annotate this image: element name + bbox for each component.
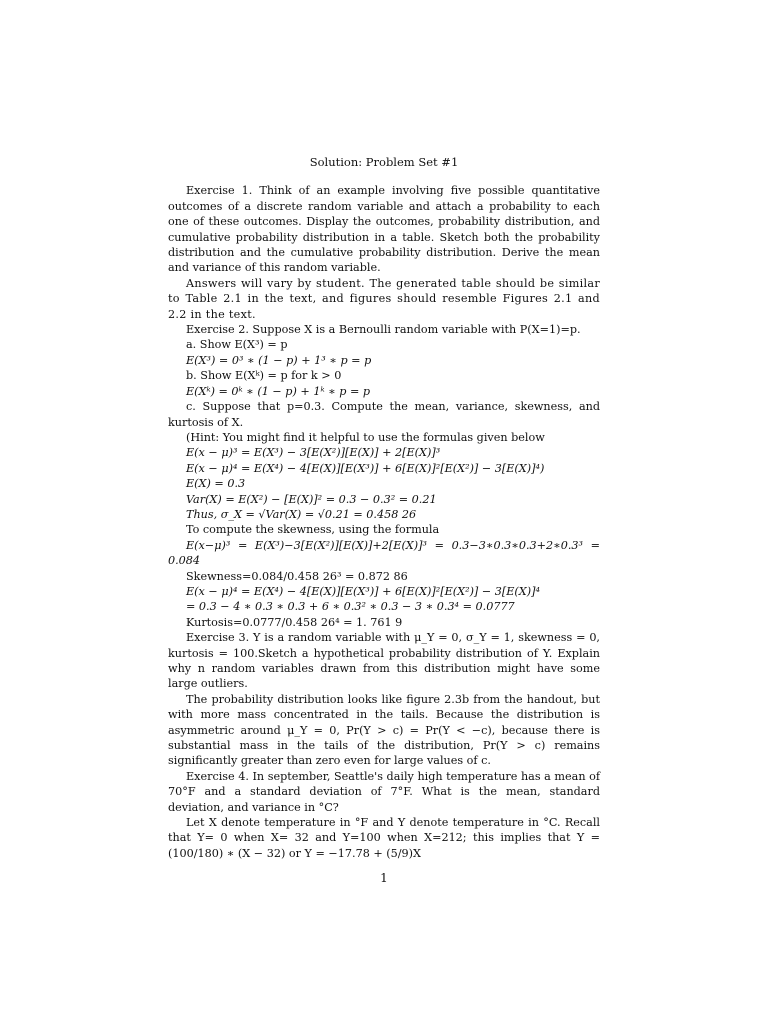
document-body [168, 155, 600, 861]
exercise-2a-answer: E(X³) = 0³ ∗ (1 − p) + 1³ ∗ p = p [186, 353, 372, 367]
hint-line: (Hint: You might find it helpful to use the formulas given below [186, 430, 545, 444]
exercise-2b-question: b. Show E(Xᵏ) = p for k > 0 [186, 369, 342, 383]
skewness-intro: To compute the skewness, using the formula [186, 523, 440, 537]
exercise-2-prompt: Exercise 2. Suppose X is a Bernoulli random variable with P(X=1)=p. [186, 323, 581, 337]
formula-fourth-moment: E(x − μ)⁴ = E(X⁴) − 4[E(X)][E(X³)] + 6[E(X)]²[E(X²)] − 3[E(X)]⁴) [186, 461, 545, 475]
page-number: 1 [380, 871, 388, 885]
variance-result: Var(X) = E(X²) − [E(X)]² = 0.3 − 0.3² = 0.21 [186, 492, 437, 506]
exercise-2c-question: c. Suppose that p=0.3. Compute the mean, variance, skewness, and kurtosis of X. [168, 400, 600, 429]
exercise-2a-question: a. Show E(X³) = p [186, 338, 288, 352]
exercise-4-prompt: Exercise 4. In september, Seattle's daily high temperature has a mean of 70°F and a standard deviation of 7°F. What is the mean, standard deviation, and variance in °C? [168, 769, 600, 814]
exercise-3-answer: The probability distribution looks like figure 2.3b from the handout, but with more mass concentrated in the tails. Because the distribution is asymmetric around μ_Y = 0, Pr(Y > c) = Pr(Y < −c), because there is substantial mass in the tails of the distribution, Pr(Y > c) remains significantly greater than zero even for large values of c. [168, 692, 600, 768]
formula-third-moment: E(x − μ)³ = E(X³) − 3[E(X²)][E(X)] + 2[E(X)]³ [186, 446, 441, 460]
kurtosis-formula: E(x − μ)⁴ = E(X⁴) − 4[E(X)][E(X³)] + 6[E(X)]²[E(X²)] − 3[E(X)]⁴ [186, 584, 540, 598]
exercise-1-answer: Answers will vary by student. The generated table should be similar to Table 2.1 in the text, and figures should resemble Figures 2.1 and 2.2 in the text. [168, 276, 600, 321]
exercise-1-prompt: Exercise 1. Think of an example involving five possible quantitative outcomes of a discrete random variable and attach a probability to each one of these outcomes. Display the outcomes, probability distribution, and cumulative probability distribution in a table. Sketch both the probability distribution and the cumulative probability distribution. Derive the mean and variance of this random variable. [168, 184, 600, 275]
exercise-3-prompt: Exercise 3. Y is a random variable with μ_Y = 0, σ_Y = 1, skewness = 0, kurtosis = 100.Sketch a hypothetical probability distribution of Y. Explain why n random variables drawn from this distribution might have some large outliers. [168, 631, 600, 691]
skewness-result: Skewness=0.084/0.458 26³ = 0.872 86 [186, 569, 408, 583]
skewness-computation: E(x−μ)³ = E(X³)−3[E(X²)][E(X)]+2[E(X)]³ = 0.3−3∗0.3∗0.3+2∗0.3³ = 0.084 [168, 538, 600, 568]
mean-result: E(X) = 0.3 [186, 477, 246, 491]
kurtosis-computation: = 0.3 − 4 ∗ 0.3 ∗ 0.3 + 6 ∗ 0.3² ∗ 0.3 − 3 ∗ 0.3⁴ = 0.0777 [186, 600, 515, 614]
std-dev-result: Thus, σ_X = √Var(X) = √0.21 = 0.458 26 [186, 507, 417, 521]
kurtosis-result: Kurtosis=0.0777/0.458 26⁴ = 1. 761 9 [186, 615, 403, 629]
page-title: Solution: Problem Set #1 [309, 155, 459, 169]
exercise-4-answer: Let X denote temperature in °F and Y denote temperature in °C. Recall that Y= 0 when X= 32 and Y=100 when X=212; this implies that Y = (100/180) ∗ (X − 32) or Y = −17.78 + (5/9)X [168, 816, 600, 860]
exercise-2b-answer: E(Xᵏ) = 0ᵏ ∗ (1 − p) + 1ᵏ ∗ p = p [186, 384, 371, 398]
